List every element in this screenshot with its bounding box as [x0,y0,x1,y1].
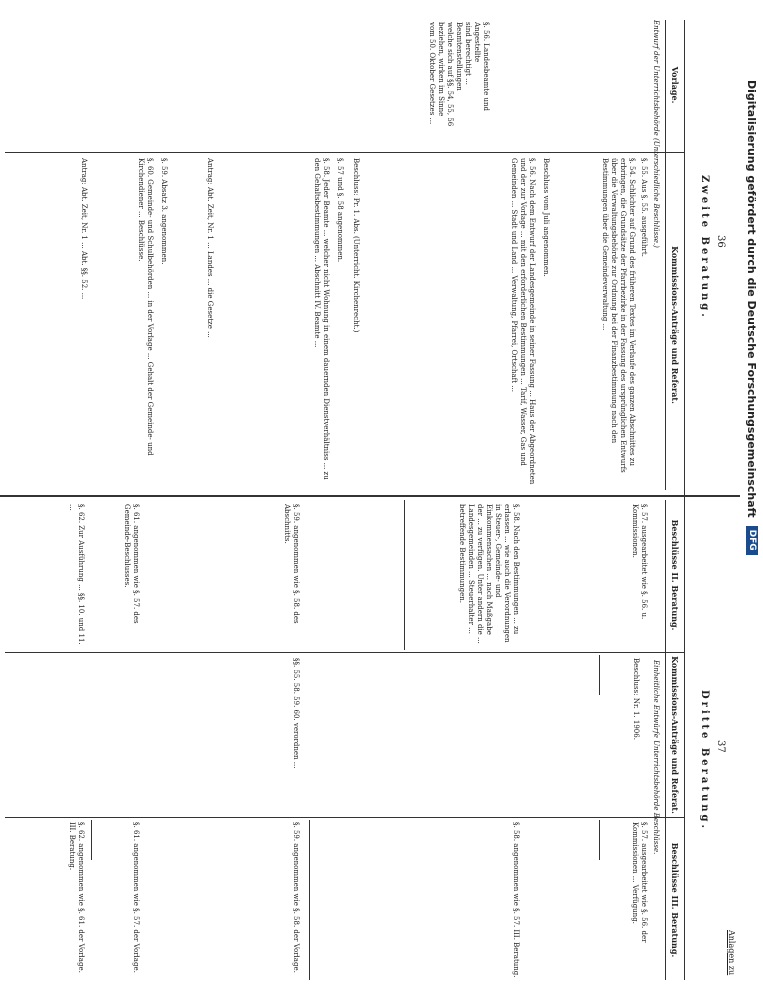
left-vorlage-header: Vorlage. [670,66,680,104]
right-rule-2 [404,500,405,650]
left-beschluss-p1: §. 55. Aus §. 55. ausgeführt. [640,158,648,257]
right-entry-1-col1: §. 57. ausgearbeitet wie §. 56. u. Kommissionen. [631,504,648,622]
right-header-rule [665,500,666,980]
left-beschluss-p10: §. 60. Gemeinde- und Schulbehörden ... in der Vorlage ... Gehalt der Gemeinde- und Kirchendiener ... Beschlüsse. [137,158,154,458]
right-rule-1b [599,820,600,860]
right-rule-5 [91,820,92,860]
left-beschluss-p2: §. 54. Schlichter auf Grund des früheren Textes im Verlaufe des ganzen Abschnittes zu erbringen, die Grundsätze der Pfarrbezirke in der Fassung des ursprünglichen Entwurfs über die Verwaltungsbehörde zur Ordnung bei der Finanzbestimmung nach den Bestimmungen über die Gemeindeverwaltung ... [601,158,636,475]
right-col2-header: Kommissions-Anträge und Referat. [670,656,680,814]
dfg-banner [741,0,763,1000]
left-subhead: Entwurf der Unterrichtsbehörde (Unterschiedliche Beschlüsse.) [652,20,660,248]
left-beschluss-p3: Beschluss vom Juli angenommen. [542,158,550,277]
left-col-divider [5,152,685,153]
left-header-rule [665,20,666,490]
right-entry-5-col3: §. 62. angenommen wie §. 61. der Vorlage. III. Beratung. [68,822,85,976]
right-entry-4-col3: §. 61. angenommen wie §. 57. der Vorlage. [132,822,140,973]
right-entry-3-col2: §§. 55. 58. 59. 60. verordnen ... [292,658,300,769]
right-entry-5-col1: §. 62. Zur Ausführung ... §§. 10. und 11. ... [68,504,85,647]
right-top-note: Einheitliche Entwürfe Unterrichtsbehörde Beschlüsse. [652,660,660,855]
right-col3-header: Beschlüsse III. Beratung. [670,842,680,958]
left-beschluss-header: Kommissions-Anträge und Referat. [670,246,680,404]
right-rule-1 [599,655,600,695]
left-vorlage-text: §. 56. Landesbeamte und Angestellte sind berechtigt ... Beamtenstellungen welche sich auf §§. 54, 55, 56 beziehen, wirken im Sinne vom 50. Oktober Gesetzes ... [428,22,490,127]
right-col-divider-1 [5,652,685,653]
left-beschluss-p4: §. 56. Nach dem Entwurf der Landesgemeinde in seiner Fassung ... Haus der Abgeordneten und der zur Vorlage ... mit den erforderlichen Bestimmungen ... Tarif, Wasser, Gas und Gemeinden ... Stadt und Land ... Verwaltung, Pfarrei, Ortschaft ... [510,158,536,487]
left-page-number: 36 [715,235,726,248]
left-beschluss-p11: Antrag: Abt. Zeit, Nr. 1 ... Abt. §§. 52. ... [80,158,88,300]
right-page-title: Dritte Beratung. [699,690,710,832]
dfg-logo: DFG [746,526,758,555]
left-beschluss-p7: §. 58. Jeder Beamte ... welcher nicht Wohnung in einem dauernden Dienstverhältniss ... zu den Gehaltsbestimmungen ... Abschnitt IV. Beamte ... [313,158,330,482]
right-entry-4-col1: §. 61. angenommen wie §. 57. des Gemeinde-Beschlusses. [123,504,140,626]
left-beschluss-p8: Antrag: Abt. Zeit, Nr. 1 ... Landes ... die Gesetze ... [206,158,214,338]
right-col1-header: Beschlüsse II. Beratung. [670,519,680,631]
right-entry-3-col1: §. 59. angenommen wie §. 58. des Abschnitts. [283,504,300,626]
right-entry-1-col3: §. 57. ausgearbeitet wie §. 56. der Kommissionen ... Verfügung. [631,822,648,945]
right-entry-3-col3: §. 59. angenommen wie §. 58. der Vorlage. [292,822,300,973]
right-rule-3 [309,820,310,980]
dfg-banner-text: Digitalisierung gefördert durch die Deutsche Forschungsgemeinschaft [745,80,759,518]
right-col-divider-2 [5,817,685,818]
right-entry-2-col1: §. 58. Nach den Bestimmungen ... zu erlassen ... wie auch die Verordnungen in Steuer-, Gemeinde- und Einkommensachen ... nach Maßgabe der ... zu verfügen. Unter andern die ... Landesgemeinden ... Steuerhalter ... betreffende Bestimmungen. [458,504,520,646]
left-beschluss-p9: §. 59. Absatz 3. angenommen. [160,158,168,265]
right-entry-2-col3: §. 58. angenommen wie §. 57. III. Beratung. [512,822,520,978]
left-beschluss-p5: Beschluss: Pr. 1. Abs. (Unterricht. Kirchenrecht.) [352,158,360,333]
page-divider [0,495,740,497]
right-page-number: 37 [715,740,726,753]
left-page-title: Zweite Beratung. [699,175,710,320]
right-corner-label: Anlagen zu [727,930,736,976]
right-entry-1-col2: Beschluss: Nr. 1. 1906. [632,658,640,740]
top-rule [684,20,685,980]
left-beschluss-p6: §. 57 und §. 58 angenommen. [336,158,344,263]
